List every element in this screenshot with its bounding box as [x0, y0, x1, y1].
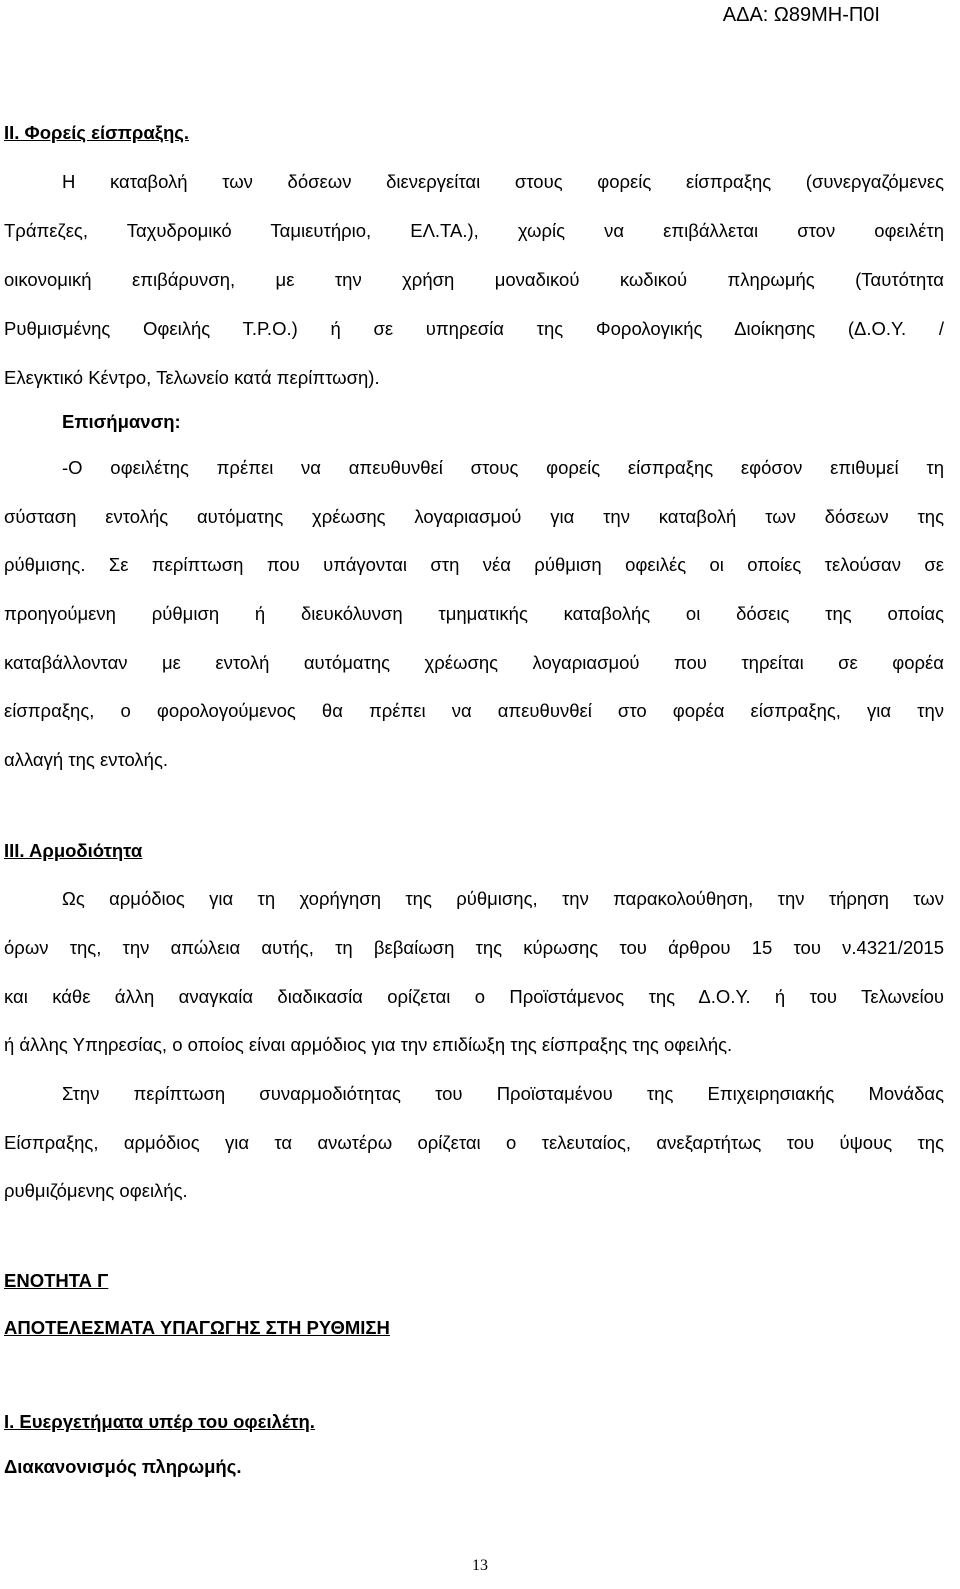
text-line: -Ο οφειλέτης πρέπει να απευθυνθεί στους φορείς είσπραξης εφόσον επιθυμεί τη [62, 457, 944, 478]
section-g-title: ΑΠΟΤΕΛΕΣΜΑΤΑ ΥΠΑΓΩΓΗΣ ΣΤΗ ΡΥΘΜΙΣΗ [4, 1317, 390, 1338]
text-line: ή άλλης Υπηρεσίας, ο οποίος είναι αρμόδιος για την επιδίωξη της είσπραξης της οφειλής. [4, 1034, 733, 1055]
section-g-heading: ΕΝΟΤΗΤΑ Γ [4, 1270, 109, 1291]
note-label: Επισήμανση: [62, 411, 181, 432]
text-line: Ελεγκτικό Κέντρο, Τελωνείο κατά περίπτωση). [4, 367, 380, 388]
text-line: αλλαγή της εντολής. [4, 749, 169, 770]
text-line: Ρυθμισμένης Οφειλής Τ.Ρ.Ο.) ή σε υπηρεσία της Φορολογικής Διοίκησης (Δ.Ο.Υ. / [4, 318, 944, 339]
subsection-benefits: Ι. Ευεργετήματα υπέρ του οφειλέτη. [4, 1411, 315, 1432]
text-line: Η καταβολή των δόσεων διενεργείται στους φορείς είσπραξης (συνεργαζόμενες [62, 171, 944, 192]
text-line: ρυθμιζόμενης οφειλής. [4, 1180, 188, 1201]
text-line: σύσταση εντολής αυτόματης χρέωσης λογαριασμού για την καταβολή των δόσεων της [4, 506, 944, 527]
text-line: Ως αρμόδιος για τη χορήγηση της ρύθμισης, την παρακολούθηση, την τήρηση των [62, 888, 944, 909]
text-line: προηγούμενη ρύθμιση ή διευκόλυνση τμηματικής καταβολής οι δόσεις της οποίας [4, 603, 944, 624]
section-ii-heading: ΙΙ. Φορείς είσπραξης. [4, 122, 190, 143]
subsection-payment-arrangement: Διακανονισμός πληρωμής. [4, 1456, 242, 1477]
page-number: 13 [472, 1557, 488, 1574]
text-line: είσπραξης, ο φορολογούμενος θα πρέπει να απευθυνθεί στο φορέα είσπραξης, για την [4, 700, 944, 721]
text-line: Στην περίπτωση συναρμοδιότητας του Προϊσταμένου της Επιχειρησιακής Μονάδας [62, 1083, 944, 1104]
text-line: Τράπεζες, Ταχυδρομικό Ταμιευτήριο, ΕΛ.ΤΑ.), χωρίς να επιβάλλεται στον οφειλέτη [4, 220, 944, 241]
text-line: οικονομική επιβάρυνση, με την χρήση μοναδικού κωδικού πληρωμής (Ταυτότητα [4, 269, 944, 290]
text-line: όρων της, την απώλεια αυτής, τη βεβαίωση της κύρωσης του άρθρου 15 του ν.4321/2015 [4, 937, 944, 958]
text-line: Είσπραξης, αρμόδιος για τα ανωτέρω ορίζεται ο τελευταίος, ανεξαρτήτως του ύψους της [4, 1132, 944, 1153]
text-line: και κάθε άλλη αναγκαία διαδικασία ορίζεται ο Προϊστάμενος της Δ.Ο.Υ. ή του Τελωνείου [4, 986, 944, 1007]
text-line: καταβάλλονταν με εντολή αυτόματης χρέωσης λογαριασμού που τηρείται σε φορέα [4, 652, 944, 673]
ada-code: ΑΔΑ: Ω89ΜΗ-Π0Ι [722, 4, 880, 26]
section-iii-heading: ΙΙΙ. Αρμοδιότητα [4, 840, 143, 861]
text-line: ρύθμισης. Σε περίπτωση που υπάγονται στη νέα ρύθμιση οφειλές οι οποίες τελούσαν σε [4, 554, 944, 575]
